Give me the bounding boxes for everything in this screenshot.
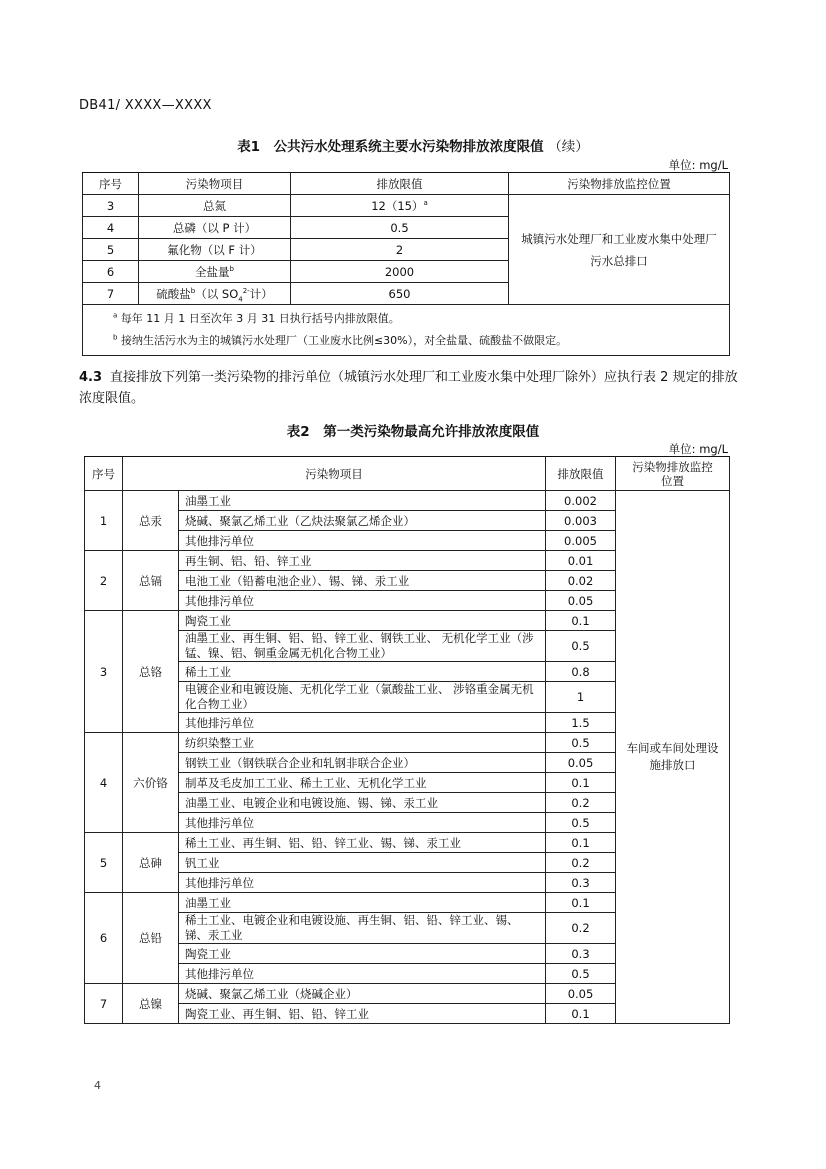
industry-cell: 电池工业（铅蓄电池企业）、锡、锑、汞工业	[179, 571, 546, 591]
footnote-mark: b	[229, 264, 234, 273]
limit-cell: 1	[546, 682, 616, 713]
industry-cell: 其他排污单位	[179, 873, 546, 893]
industry-cell: 陶瓷工业	[179, 944, 546, 964]
table1-monitor-location	[509, 195, 730, 305]
footnote-mark: a	[423, 198, 428, 207]
row-limit: 650	[291, 283, 509, 305]
row-item	[139, 283, 291, 305]
limit-cell: 0.5	[546, 631, 616, 662]
limit-cell: 0.1	[546, 1004, 616, 1024]
footnote-text: 每年 11 月 1 日至次年 3 月 31 日执行括号内排放限值。	[120, 312, 400, 325]
industry-cell: 烧碱、聚氯乙烯工业（烧碱企业）	[179, 984, 546, 1004]
row-item: 总磷（以 P 计）	[139, 217, 291, 239]
industry-cell: 其他排污单位	[179, 591, 546, 611]
table1-notes	[83, 305, 730, 356]
row-item	[139, 261, 291, 283]
table1	[82, 172, 730, 356]
section-number: 4.3	[79, 370, 103, 385]
group-number: 5	[85, 833, 123, 893]
table-row	[83, 195, 730, 217]
industry-cell: 钒工业	[179, 853, 546, 873]
limit-cell: 0.3	[546, 873, 616, 893]
limit-cell: 0.3	[546, 944, 616, 964]
table1-unit: 单位: mg/L	[668, 158, 728, 172]
limit-cell: 0.1	[546, 893, 616, 913]
industry-cell: 稀土工业	[179, 662, 546, 682]
row-no: 4	[83, 217, 139, 239]
row-no: 3	[83, 195, 139, 217]
industry-cell: 陶瓷工业、再生铜、铝、铅、锌工业	[179, 1004, 546, 1024]
limit-cell: 0.01	[546, 551, 616, 571]
group-pollutant: 总铅	[123, 893, 179, 984]
table1-col-item: 污染物项目	[139, 173, 291, 195]
row-no: 6	[83, 261, 139, 283]
limit-cell: 0.05	[546, 591, 616, 611]
limit-cell: 0.5	[546, 733, 616, 753]
limit-cell: 0.1	[546, 611, 616, 631]
row-limit: 0.5	[291, 217, 509, 239]
superscript: 2-	[242, 286, 250, 295]
table2-caption: 表2 第一类污染物最高允许排放浓度限值	[286, 424, 540, 440]
limit-cell: 0.05	[546, 753, 616, 773]
table1-header-row	[83, 173, 730, 195]
group-pollutant: 六价铬	[123, 733, 179, 833]
group-pollutant: 总镉	[123, 551, 179, 611]
industry-cell: 其他排污单位	[179, 713, 546, 733]
limit-cell: 0.1	[546, 773, 616, 793]
row-no: 7	[83, 283, 139, 305]
table2-unit: 单位: mg/L	[668, 442, 728, 456]
footnote-a	[113, 308, 723, 330]
section-4-3	[79, 367, 739, 409]
table1-caption	[0, 135, 826, 155]
limit-cell: 0.1	[546, 833, 616, 853]
table2-monitor-location	[616, 491, 730, 1024]
industry-cell: 油墨工业、电镀企业和电镀设施、锡、锑、汞工业	[179, 793, 546, 813]
industry-cell: 稀土工业、电镀企业和电镀设施、再生铜、铝、铅、锌工业、锡、锑、汞工业	[179, 913, 546, 944]
monitor-location-text: 城镇污水处理厂和工业废水集中处理厂污水总排口	[521, 231, 717, 268]
industry-cell: 纺织染整工业	[179, 733, 546, 753]
group-number: 3	[85, 611, 123, 733]
table2-col-item: 污染物项目	[123, 457, 546, 491]
limit-cell: 0.5	[546, 964, 616, 984]
group-number: 2	[85, 551, 123, 611]
footnote-mark: b	[190, 286, 196, 295]
industry-cell: 油墨工业、再生铜、铝、铅、锌工业、钢铁工业、 无机化学工业（涉锰、镍、铝、铜重金属无机化合物工业）	[179, 631, 546, 662]
industry-cell: 钢铁工业（钢铁联合企业和轧钢非联合企业）	[179, 753, 546, 773]
row-no: 5	[83, 239, 139, 261]
table1-col-no: 序号	[83, 173, 139, 195]
industry-cell: 其他排污单位	[179, 813, 546, 833]
limit-cell: 0.003	[546, 511, 616, 531]
footnote-mark: a	[113, 311, 118, 320]
limit-cell: 0.8	[546, 662, 616, 682]
group-number: 1	[85, 491, 123, 551]
table1-col-limit: 排放限值	[291, 173, 509, 195]
table1-caption-title: 表1 公共污水处理系统主要水污染物排放浓度限值	[237, 139, 544, 155]
subscript: 4	[238, 294, 243, 303]
industry-cell: 烧碱、聚氯乙烯工业（乙炔法聚氯乙烯企业）	[179, 511, 546, 531]
item-text: 计）	[249, 286, 273, 301]
industry-cell: 陶瓷工业	[179, 611, 546, 631]
limit-cell: 0.005	[546, 531, 616, 551]
limit-cell: 0.5	[546, 813, 616, 833]
item-text: 硫酸盐	[156, 286, 191, 301]
table2-col-location: 污染物排放监控位置	[616, 457, 730, 491]
limit-cell: 0.002	[546, 491, 616, 511]
table2-body	[85, 457, 730, 1024]
group-number: 7	[85, 984, 123, 1024]
footnote-text: 接纳生活污水为主的城镇污水处理厂（工业废水比例≤30%），对全盐量、硫酸盐不做限定。	[120, 334, 568, 347]
footnote-b	[113, 330, 723, 352]
limit-cell: 0.2	[546, 793, 616, 813]
group-number: 6	[85, 893, 123, 984]
industry-cell: 制革及毛皮加工工业、稀土工业、无机化学工业	[179, 773, 546, 793]
limit-cell: 0.2	[546, 913, 616, 944]
group-pollutant: 总镍	[123, 984, 179, 1024]
page-number: 4	[94, 1079, 101, 1092]
industry-cell: 再生铜、铝、铅、锌工业	[179, 551, 546, 571]
table2-col-no: 序号	[85, 457, 123, 491]
table2-header-row	[85, 457, 730, 491]
table1-caption-suffix: （续）	[548, 139, 589, 155]
industry-cell: 其他排污单位	[179, 964, 546, 984]
industry-cell: 其他排污单位	[179, 531, 546, 551]
row-item: 氟化物（以 F 计）	[139, 239, 291, 261]
limit-cell: 0.2	[546, 853, 616, 873]
table2-col-limit: 排放限值	[546, 457, 616, 491]
item-text: （以 SO	[195, 286, 239, 301]
table1-col-location: 污染物排放监控位置	[509, 173, 730, 195]
monitor-location-text: 车间或车间处理设施排放口	[626, 741, 719, 772]
table1-notes-row	[83, 305, 730, 356]
row-limit	[291, 195, 509, 217]
limit-value: 12（15）	[371, 198, 424, 213]
limit-cell: 1.5	[546, 713, 616, 733]
row-limit: 2000	[291, 261, 509, 283]
row-item: 总氮	[139, 195, 291, 217]
industry-cell: 稀土工业、再生铜、铝、铅、锌工业、锡、锑、汞工业	[179, 833, 546, 853]
limit-cell: 0.05	[546, 984, 616, 1004]
table2	[84, 456, 730, 1024]
limit-cell: 0.02	[546, 571, 616, 591]
footnote-mark: b	[113, 333, 118, 342]
group-pollutant: 总砷	[123, 833, 179, 893]
section-text: 直接排放下列第一类污染物的排污单位（城镇污水处理厂和工业废水集中处理厂除外）应执行表 2 规定的排放浓度限值。	[79, 370, 738, 406]
item-text: 全盐量	[195, 264, 230, 279]
industry-cell: 电镀企业和电镀设施、无机化学工业（氯酸盐工业、 涉铬重金属无机化合物工业）	[179, 682, 546, 713]
group-pollutant: 总汞	[123, 491, 179, 551]
group-pollutant: 总铬	[123, 611, 179, 733]
table-row	[85, 491, 730, 511]
document-code: DB41/ XXXX—XXXX	[79, 98, 212, 113]
group-number: 4	[85, 733, 123, 833]
row-limit: 2	[291, 239, 509, 261]
industry-cell: 油墨工业	[179, 893, 546, 913]
industry-cell: 油墨工业	[179, 491, 546, 511]
